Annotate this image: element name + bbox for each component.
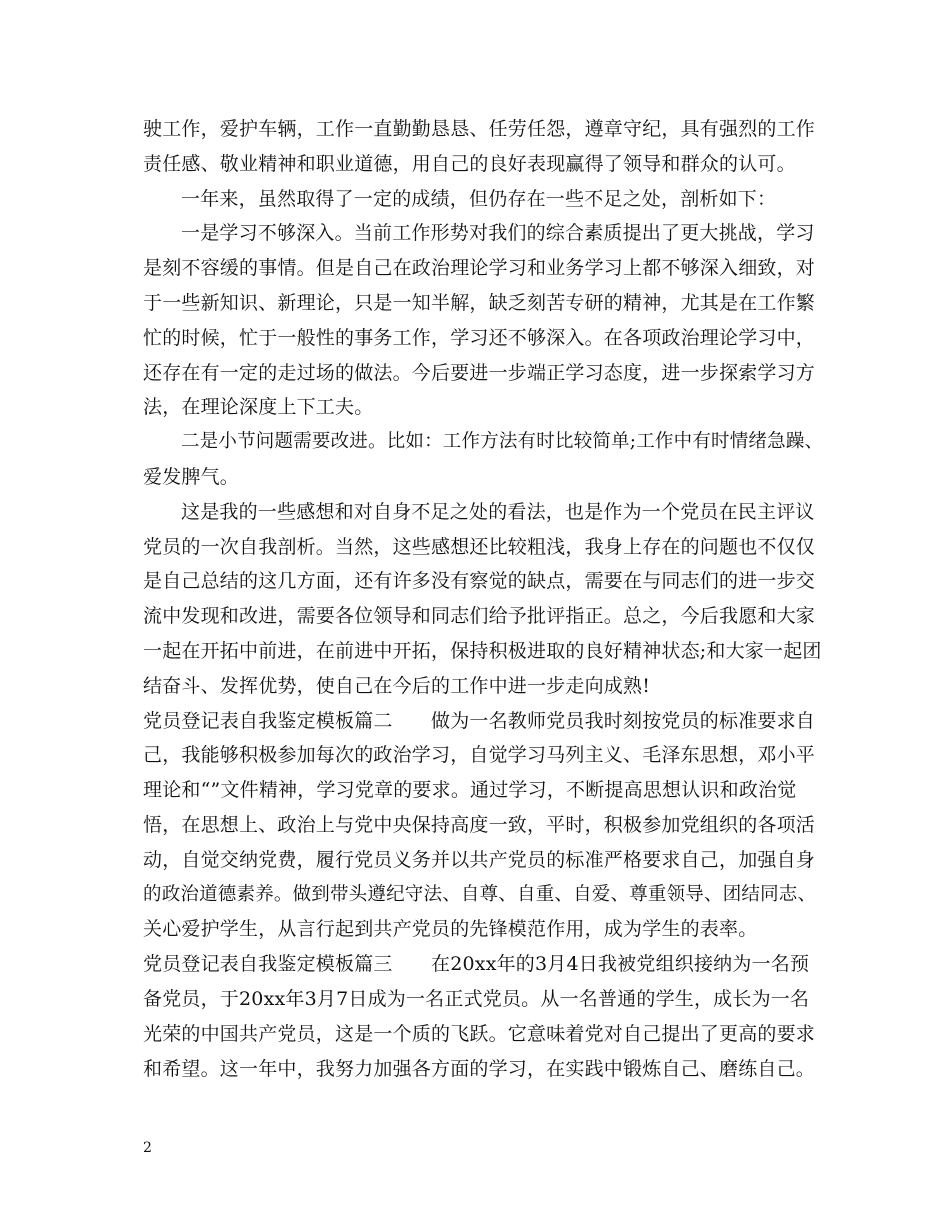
page-number: 2 xyxy=(143,1140,152,1156)
text-line: 备党员，于20xx年3月7日成为一名正式党员。从一名普通的学生，成长为一名 xyxy=(143,987,810,1010)
text-line: 责任感、敬业精神和职业道德，用自己的良好表现赢得了领导和群众的认可。 xyxy=(143,152,796,175)
text-line: 己，我能够积极参加每次的政治学习，自觉学习马列主义、毛泽东思想，邓小平 xyxy=(143,744,816,767)
text-line: 忙的时候，忙于一般性的事务工作，学习还不够深入。在各项政治理论学习中， xyxy=(143,326,816,349)
text-line: 动，自觉交纳党费，履行党员义务并以共产党员的标准严格要求自己，加强自身 xyxy=(143,848,816,871)
text-line: 的政治道德素养。做到带头遵纪守法、自尊、自重、自爱、尊重领导、团结同志、 xyxy=(143,883,817,905)
text-line: 结奋斗、发挥优势，使自己在今后的工作中进一步走向成熟! xyxy=(143,674,651,697)
text-line: 是刻不容缓的事情。但是自己在政治理论学习和业务学习上都不够深入细致，对 xyxy=(143,257,816,280)
text-line: 于一些新知识、新理论，只是一知半解，缺乏刻苦专研的精神，尤其是在工作繁 xyxy=(143,291,816,314)
text-line: 还存在有一定的走过场的做法。今后要进一步端正学习态度，进一步探索学习方 xyxy=(143,361,816,384)
text-line: 理论和“”文件精神，学习党章的要求。通过学习，不断提高思想认识和政治觉 xyxy=(143,779,797,802)
text-line: 这是我的一些感想和对自身不足之处的看法，也是作为一个党员在民主评议 xyxy=(181,500,815,523)
text-line: 二是小节问题需要改进。比如：工作方法有时比较简单;工作中有时情绪急躁、 xyxy=(181,431,824,453)
text-line: 流中发现和改进，需要各位领导和同志们给予批评指正。总之，今后我愿和大家 xyxy=(143,605,816,628)
text-line: 和希望。这一年中，我努力加强各方面的学习，在实践中锻炼自己、磨练自己。 xyxy=(143,1057,816,1080)
text-line: 是自己总结的这几方面，还有许多没有察觉的缺点，需要在与同志们的进一步交 xyxy=(143,570,816,593)
text-line: 关心爱护学生，从言行起到共产党员的先锋模范作用，成为学生的表率。 xyxy=(143,918,758,941)
text-line: 一是学习不够深入。当前工作形势对我们的综合素质提出了更大挑战，学习 xyxy=(181,222,815,245)
text-line: 党员登记表自我鉴定模板篇二 做为一名教师党员我时刻按党员的标准要求自 xyxy=(143,709,816,732)
text-line: 爱发脾气。 xyxy=(143,465,240,488)
text-line: 法，在理论深度上下工夫。 xyxy=(143,396,374,419)
text-line: 党员登记表自我鉴定模板篇三 在20xx年的3月4日我被党组织接纳为一名预 xyxy=(143,953,810,976)
text-line: 悟，在思想上、政治上与党中央保持高度一致，平时，积极参加党组织的各项活 xyxy=(143,813,816,836)
text-line: 一起在开拓中前进，在前进中开拓，保持积极进取的良好精神状态;和大家一起团 xyxy=(143,639,822,662)
text-line: 光荣的中国共产党员，这是一个质的飞跃。它意味着党对自己提出了更高的要求 xyxy=(143,1022,816,1045)
text-line: 党员的一次自我剖析。当然，这些感想还比较粗浅，我身上存在的问题也不仅仅 xyxy=(143,535,816,558)
text-line: 一年来，虽然取得了一定的成绩，但仍存在一些不足之处，剖析如下： xyxy=(181,187,777,210)
text-line: 驶工作，爱护车辆，工作一直勤勤恳恳、任劳任怨，遵章守纪，具有强烈的工作 xyxy=(143,118,816,140)
document-body xyxy=(143,112,823,1086)
